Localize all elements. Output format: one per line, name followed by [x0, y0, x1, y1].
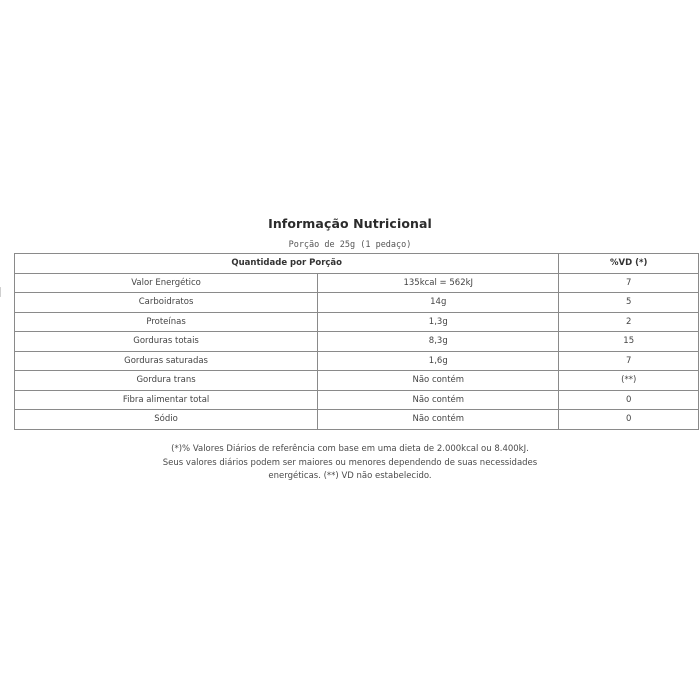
nutrition-title: Informação Nutricional	[268, 216, 432, 231]
table-row	[15, 410, 699, 430]
nutrient-amount: 135kcal = 562kJ	[318, 273, 559, 293]
nutrient-daily-value: 2	[559, 312, 699, 332]
nutrient-name: Gorduras saturadas	[15, 351, 318, 371]
nutrient-daily-value: 0	[559, 410, 699, 430]
daily-value-footnote	[0, 443, 700, 484]
nutrient-name: Gordura trans	[15, 371, 318, 391]
nutrient-daily-value: 0	[559, 390, 699, 410]
header-quantity-per-portion: Quantidade por Porção	[15, 254, 559, 274]
nutrient-name: Gorduras totais	[15, 332, 318, 352]
table-row	[15, 312, 699, 332]
nutrient-name: Carboidratos	[15, 293, 318, 313]
footnote-line: Seus valores diários podem ser maiores ou menores dependendo de suas necessidades	[162, 457, 538, 468]
table-row	[15, 390, 699, 410]
nutrient-name: Sódio	[15, 410, 318, 430]
nutrient-amount: Não contém	[318, 410, 559, 430]
nutrient-name: Fibra alimentar total	[15, 390, 318, 410]
table-row	[15, 273, 699, 293]
nutrient-daily-value: 15	[559, 332, 699, 352]
nutrient-amount: 1,6g	[318, 351, 559, 371]
table-row	[15, 351, 699, 371]
nutrient-daily-value: 7	[559, 351, 699, 371]
portion-size: Porção de 25g (1 pedaço)	[288, 240, 412, 250]
nutrient-name: Valor Energético	[15, 273, 318, 293]
nutrient-amount: 8,3g	[318, 332, 559, 352]
footnote-line: energéticas. (**) VD não estabelecido.	[268, 471, 432, 481]
nutrient-name: Proteínas	[15, 312, 318, 332]
nutrient-amount: Não contém	[318, 371, 559, 391]
header-daily-value: %VD (*)	[559, 254, 699, 274]
table-row	[15, 371, 699, 391]
nutrient-daily-value: (**)	[559, 371, 699, 391]
table-row	[15, 332, 699, 352]
nutrient-amount: 14g	[318, 293, 559, 313]
table-row	[15, 293, 699, 313]
footnote-line: (*)% Valores Diários de referência com base em uma dieta de 2.000kcal ou 8.400kJ.	[171, 444, 529, 454]
nutrient-daily-value: 7	[559, 273, 699, 293]
nutrient-daily-value: 5	[559, 293, 699, 313]
nutrient-amount: 1,3g	[318, 312, 559, 332]
nutrient-amount: Não contém	[318, 390, 559, 410]
table-header-row	[15, 254, 699, 274]
nutrition-table	[14, 253, 699, 430]
